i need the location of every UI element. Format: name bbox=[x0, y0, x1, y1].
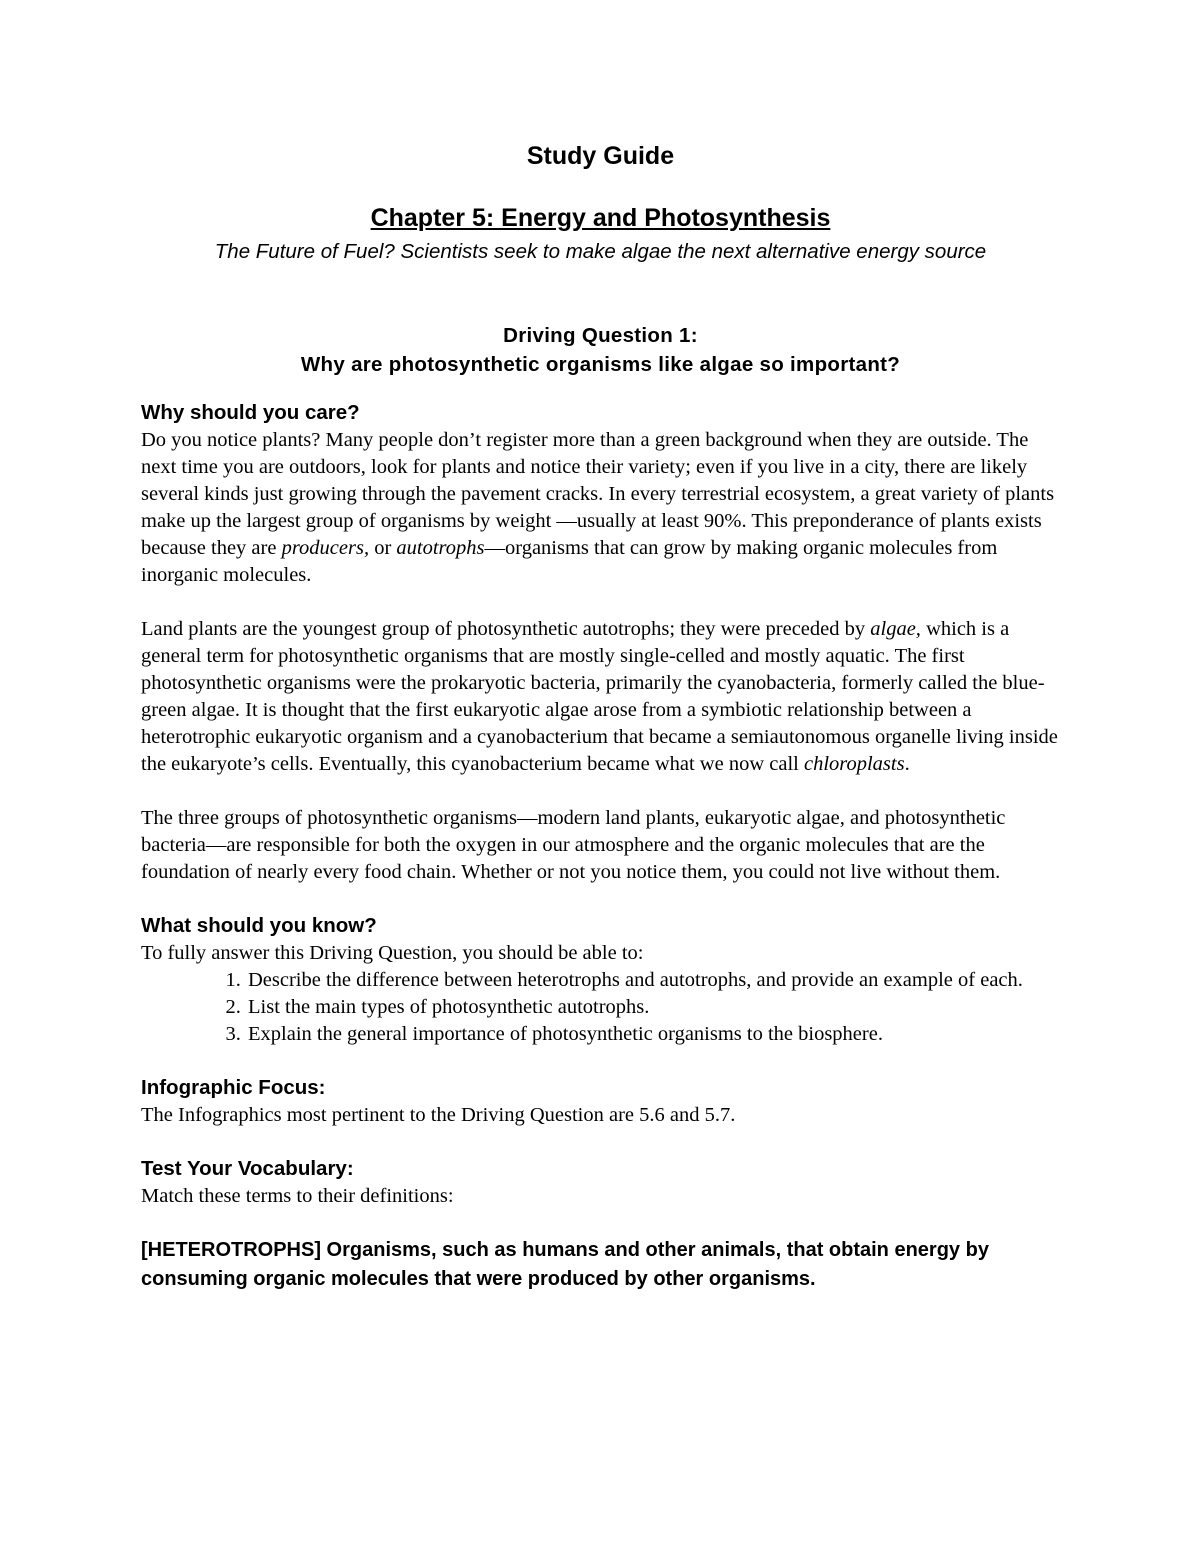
term-algae: algae, bbox=[870, 618, 921, 640]
chapter-subtitle: The Future of Fuel? Scientists seek to make algae the next alternative energy source bbox=[214, 240, 987, 263]
document-title: Study Guide bbox=[526, 142, 675, 170]
term-chloroplasts: chloroplasts bbox=[803, 753, 905, 775]
what-know-heading: What should you know? bbox=[141, 914, 377, 937]
driving-question-label: Driving Question 1: bbox=[503, 324, 698, 347]
term-autotrophs: autotrophs bbox=[396, 537, 485, 559]
infographic-text: The Infographics most pertinent to the Driving Question are 5.6 and 5.7. bbox=[141, 1104, 736, 1126]
paragraph-text: which is a general term for photosynthetic organisms that are mostly single-celled and mostly aquatic. The first photosynthetic organisms were the prokaryotic bacteria, primarily the cyanobacteria, formerly called the blue-green algae. It is thought that the first eukaryotic algae arose from a symbiotic relationship between a heterotrophic eukaryotic organism and a cyanobacterium that became a semiautonomous organelle living inside the eukaryote’s cells. Eventually, this cyanobacterium became what we now call bbox=[141, 618, 1058, 775]
why-care-paragraph-2 bbox=[141, 616, 1060, 778]
paragraph-text: Land plants are the youngest group of photosynthetic autotrophs; they were preceded by bbox=[141, 618, 871, 640]
vocabulary-heading: Test Your Vocabulary: bbox=[141, 1157, 354, 1180]
infographic-heading: Infographic Focus: bbox=[141, 1076, 326, 1099]
term-producers: producers, bbox=[281, 537, 370, 559]
vocabulary-entry: [HETEROTROPHS] Organisms, such as humans and other animals, that obtain energy by consuming organic molecules that were produced by other organisms. bbox=[141, 1239, 989, 1290]
list-item: 3. Explain the general importance of photosynthetic organisms to the biosphere. bbox=[246, 1021, 1060, 1048]
what-know-intro: To fully answer this Driving Question, you should be able to: bbox=[141, 942, 644, 964]
paragraph-text: Do you notice plants? Many people don’t register more than a green background when they are outside. The next time you are outdoors, look for plants and notice their variety; even if you live in a city, there are likely several kinds just growing through the pavement cracks. In every terrestrial ecosystem, a great variety of plants make up the largest group of organisms by weight —usually at least 90%. This preponderance of plants exists because they are bbox=[141, 429, 1055, 559]
vocabulary-intro: Match these terms to their definitions: bbox=[141, 1185, 454, 1207]
list-item: 1. Describe the difference between heterotrophs and autotrophs, and provide an example of each. bbox=[246, 967, 1060, 994]
chapter-title: Chapter 5: Energy and Photosynthesis bbox=[370, 204, 831, 232]
why-care-heading: Why should you care? bbox=[141, 401, 360, 424]
why-care-paragraph-3: The three groups of photosynthetic organisms—modern land plants, eukaryotic algae, and photosynthetic bacteria—are responsible for both the oxygen in our atmosphere and the organic molecules that are the foundation of nearly every food chain. Whether or not you notice them, you could not live without them. bbox=[141, 807, 1006, 883]
list-item: 2. List the main types of photosynthetic autotrophs. bbox=[246, 994, 1060, 1021]
driving-question-text: Why are photosynthetic organisms like algae so important? bbox=[300, 353, 901, 376]
paragraph-text: —organisms that can grow by making organic molecules from inorganic molecules. bbox=[141, 537, 998, 586]
objectives-list bbox=[141, 967, 1060, 1048]
paragraph-text: . bbox=[904, 753, 910, 775]
why-care-paragraph-1 bbox=[141, 427, 1060, 589]
paragraph-text: or bbox=[369, 537, 397, 559]
